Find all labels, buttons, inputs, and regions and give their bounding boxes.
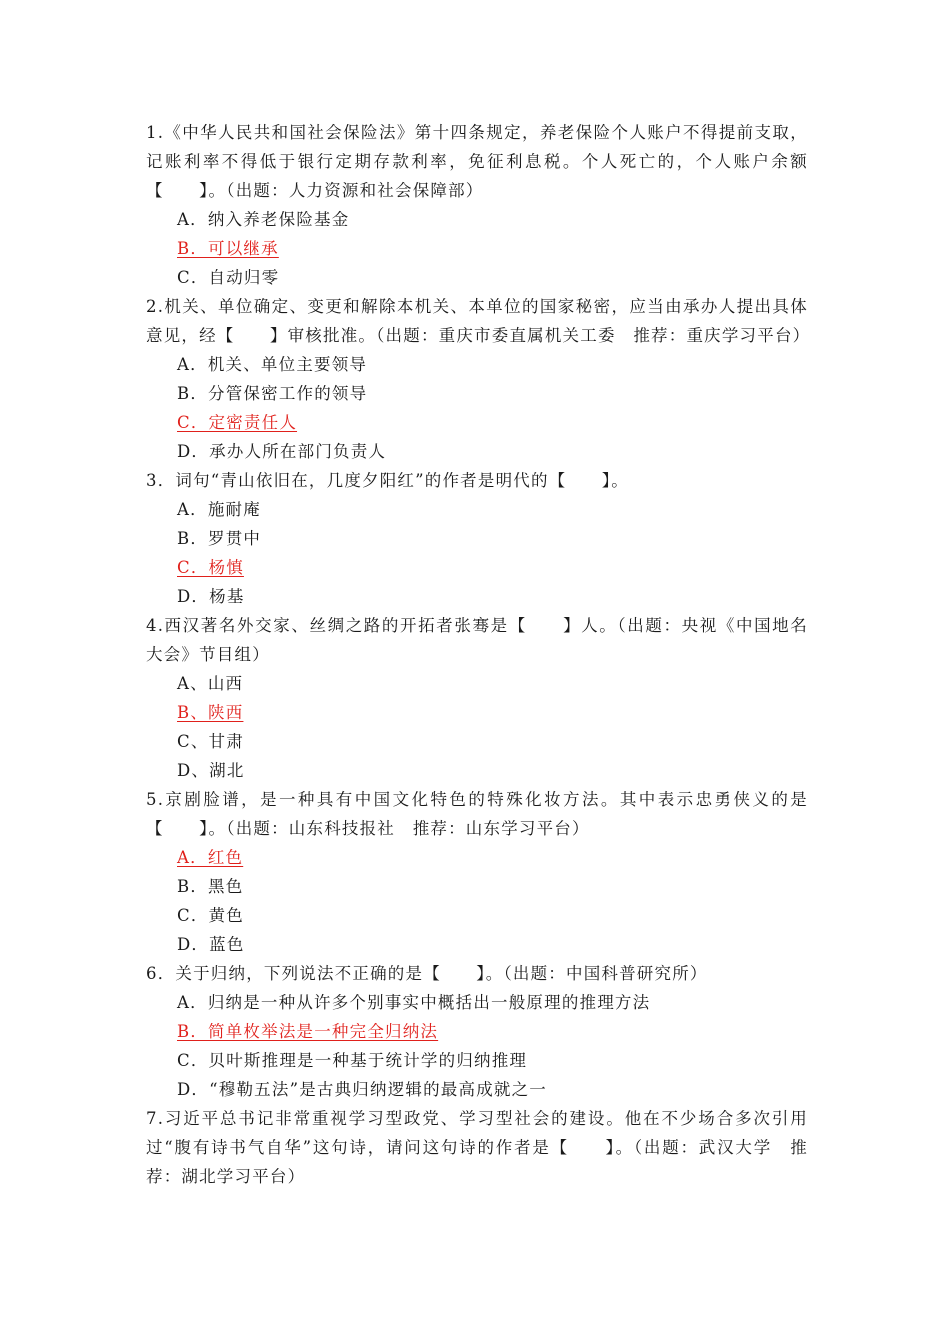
question-1 — [146, 118, 808, 292]
question-7 — [146, 1104, 808, 1191]
option-c: C、甘肃 — [177, 732, 244, 751]
option-d: D、湖北 — [177, 761, 245, 780]
option-b: B．分管保密工作的领导 — [177, 384, 368, 403]
question-stem: 4.西汉著名外交家、丝绸之路的开拓者张骞是【 】人。（出题：央视《中国地名大会》节目组） — [146, 616, 808, 664]
question-5 — [146, 785, 808, 959]
question-stem: 6．关于归纳，下列说法不正确的是【 】。（出题：中国科普研究所） — [146, 964, 708, 983]
question-stem: 5.京剧脸谱，是一种具有中国文化特色的特殊化妆方法。其中表示忠勇侠义的是【 】。（出题：山东科技报社 推荐：山东学习平台） — [146, 790, 808, 838]
question-stem: 2.机关、单位确定、变更和解除本机关、本单位的国家秘密，应当由承办人提出具体意见，经【 】审核批准。（出题：重庆市委直属机关工委 推荐：重庆学习平台） — [146, 297, 811, 345]
option-c-correct: C．杨慎 — [177, 558, 244, 577]
question-4 — [146, 611, 808, 785]
option-a-correct: A．红色 — [177, 848, 244, 867]
option-a: A．施耐庵 — [177, 500, 261, 519]
option-c: C．黄色 — [177, 906, 244, 925]
option-d: D．杨基 — [177, 587, 245, 606]
option-c-correct: C．定密责任人 — [177, 413, 298, 432]
option-a: A．归纳是一种从许多个别事实中概括出一般原理的推理方法 — [177, 993, 651, 1012]
option-b: B．罗贯中 — [177, 529, 262, 548]
option-a: A．纳入养老保险基金 — [177, 210, 350, 229]
question-stem: 3．词句“青山依旧在，几度夕阳红”的作者是明代的【 】。 — [146, 471, 629, 490]
option-a: A、山西 — [177, 674, 244, 693]
question-stem: 7.习近平总书记非常重视学习型政党、学习型社会的建设。他在不少场合多次引用过“腹有诗书气自华”这句诗，请问这句诗的作者是【 】。（出题：武汉大学 推荐：湖北学习平台） — [146, 1109, 808, 1186]
option-b: B．黑色 — [177, 877, 244, 896]
question-stem: 1.《中华人民共和国社会保险法》第十四条规定，养老保险个人账户不得提前支取，记账利率不得低于银行定期存款利率，免征利息税。个人死亡的，个人账户余额【 】。（出题：人力资源和社会保障部） — [146, 123, 808, 200]
question-2 — [146, 292, 811, 466]
option-d: D．蓝色 — [177, 935, 245, 954]
option-c: C．贝叶斯推理是一种基于统计学的归纳推理 — [177, 1051, 528, 1070]
option-c: C．自动归零 — [177, 268, 280, 287]
option-a: A．机关、单位主要领导 — [177, 355, 368, 374]
question-6 — [146, 959, 808, 1104]
option-d: D．承办人所在部门负责人 — [177, 442, 387, 461]
option-b-correct: B、陕西 — [177, 703, 244, 722]
quiz-document — [146, 118, 811, 1191]
option-b-correct: B．可以继承 — [177, 239, 279, 258]
question-3 — [146, 466, 808, 611]
option-b-correct: B．简单枚举法是一种完全归纳法 — [177, 1022, 439, 1041]
option-d: D．“穆勒五法”是古典归纳逻辑的最高成就之一 — [177, 1080, 547, 1099]
